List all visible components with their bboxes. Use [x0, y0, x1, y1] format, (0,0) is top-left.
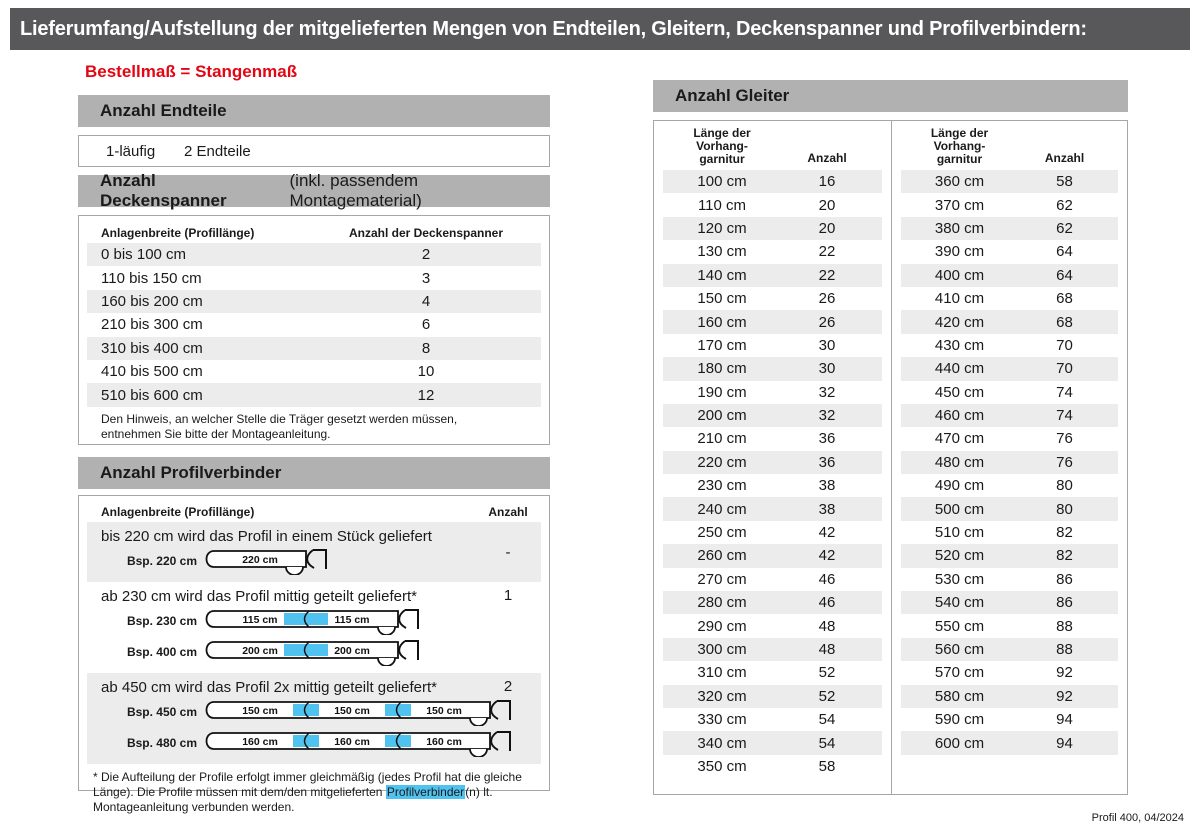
rule-text: bis 220 cm wird das Profil in einem Stück geliefert — [101, 528, 432, 545]
table-row — [87, 360, 541, 383]
table-row — [663, 731, 882, 754]
svg-text:150 cm: 150 cm — [426, 705, 462, 717]
diagram-label: Bsp. 220 cm — [126, 554, 197, 568]
gleiter-length: 560 cm — [934, 641, 985, 658]
gleiter-count: 62 — [1056, 219, 1073, 237]
table-row — [663, 591, 882, 614]
column-header-anzahl: Anzahl — [488, 505, 528, 519]
gleiter-count: 20 — [818, 196, 836, 214]
gleiter-length: 300 cm — [697, 641, 747, 658]
gleiter-length: 470 cm — [934, 430, 985, 448]
gleiter-length: 150 cm — [697, 290, 747, 308]
profilverbinder-table — [78, 495, 550, 814]
section-header-endteile — [78, 95, 550, 127]
gleiter-length: 340 cm — [697, 734, 747, 752]
gleiter-count: 58 — [818, 757, 836, 775]
gleiter-count: 70 — [1056, 360, 1073, 378]
gleiter-length: 140 cm — [697, 266, 747, 284]
svg-text:150 cm: 150 cm — [242, 705, 278, 717]
table-row — [663, 310, 882, 333]
table-row — [663, 755, 882, 778]
table-row — [663, 170, 882, 193]
section-title: Anzahl Endteile — [100, 101, 227, 120]
table-row — [901, 193, 1119, 216]
gleiter-count: 54 — [818, 734, 836, 752]
table-row — [901, 264, 1119, 287]
anzahl-value: 8 — [421, 339, 431, 357]
anzahl-value: 4 — [421, 292, 431, 310]
table-row — [87, 313, 541, 336]
table-row — [901, 661, 1119, 684]
gleiter-count: 74 — [1056, 407, 1073, 425]
gleiter-length: 400 cm — [934, 266, 985, 284]
gleiter-length: 590 cm — [934, 711, 985, 729]
gleiter-length: 270 cm — [697, 570, 747, 588]
svg-text:160 cm: 160 cm — [334, 736, 370, 748]
gleiter-count: 92 — [1056, 687, 1073, 705]
gleiter-count: 86 — [1056, 570, 1073, 588]
gleiter-count: 16 — [818, 173, 836, 191]
gleiter-count: 76 — [1056, 430, 1073, 448]
title-bar — [10, 8, 1190, 50]
gleiter-length: 350 cm — [697, 757, 747, 775]
gleiter-length: 500 cm — [934, 500, 985, 518]
svg-text:160 cm: 160 cm — [426, 736, 462, 748]
gleiter-length: 170 cm — [697, 336, 747, 354]
table-row — [901, 685, 1119, 708]
table-row — [901, 568, 1119, 591]
gleiter-length: 280 cm — [697, 594, 747, 612]
gleiter-length: 390 cm — [934, 243, 985, 261]
table-row — [901, 217, 1119, 240]
table-row — [901, 404, 1119, 427]
gleiter-count: 52 — [818, 664, 836, 682]
table-row — [901, 474, 1119, 497]
gleiter-length: 510 cm — [934, 524, 985, 542]
table-row — [901, 544, 1119, 567]
diagram-group — [101, 607, 541, 666]
profile-diagram-svg — [202, 729, 516, 757]
gleiter-length: 490 cm — [934, 477, 985, 495]
profile-diagram-svg — [202, 547, 332, 575]
gleiter-count: 80 — [1056, 500, 1073, 518]
gleiter-length: 240 cm — [697, 500, 747, 518]
gleiter-subtable-right — [891, 121, 1128, 794]
table-row — [663, 381, 882, 404]
svg-text:115 cm: 115 cm — [334, 614, 370, 626]
profile-diagram — [101, 729, 541, 757]
table-row — [87, 266, 541, 289]
anlagenbreite-value: 110 bis 150 cm — [101, 269, 202, 287]
table-row — [87, 243, 541, 266]
gleiter-count: 22 — [818, 243, 836, 261]
table-row — [663, 193, 882, 216]
profile-diagram-svg — [202, 638, 424, 666]
gleiter-count: 58 — [1056, 173, 1073, 191]
gleiter-count: 52 — [818, 687, 836, 705]
gleiter-length: 230 cm — [697, 477, 747, 495]
section-subtitle: (inkl. passendem Montagematerial) — [289, 171, 422, 210]
order-measure-note: Bestellmaß = Stangenmaß — [85, 62, 298, 81]
table-row — [901, 427, 1119, 450]
deckenspanner-note: Den Hinweis, an welcher Stelle die Träger gesetzt werden müssen, entnehmen Sie bitte der Montageanleitung. — [101, 411, 458, 441]
table-row — [663, 404, 882, 427]
table-row — [901, 614, 1119, 637]
gleiter-length: 100 cm — [697, 173, 747, 191]
gleiter-count: 68 — [1056, 290, 1073, 308]
section-header-profilverbinder — [78, 457, 550, 489]
column-header-laenge — [663, 127, 781, 166]
gleiter-count: 64 — [1056, 243, 1073, 261]
table-row — [663, 544, 882, 567]
table-row — [663, 427, 882, 450]
table-row — [663, 287, 882, 310]
gleiter-length: 310 cm — [697, 664, 747, 682]
header-line: Vorhang- — [696, 139, 748, 153]
anlagenbreite-value: 410 bis 500 cm — [101, 363, 203, 381]
endteile-type: 1-läufig — [106, 142, 156, 160]
table-row — [901, 334, 1119, 357]
gleiter-length: 430 cm — [934, 336, 985, 354]
table-header-row — [663, 127, 882, 166]
table-row — [87, 290, 541, 313]
gleiter-length: 110 cm — [697, 196, 747, 214]
anzahl-value: 10 — [417, 363, 435, 381]
gleiter-count: 30 — [818, 336, 836, 354]
gleiter-count: 68 — [1056, 313, 1073, 331]
anzahl-value: 12 — [417, 386, 435, 404]
gleiter-length: 380 cm — [934, 219, 985, 237]
profile-diagram — [101, 638, 541, 666]
anzahl-value: 2 — [421, 246, 431, 264]
table-row — [79, 136, 549, 166]
page-title: Lieferumfang/Aufstellung der mitgelieferten Mengen von Endteilen, Gleitern, Deckenspanner und Profilverbindern: — [20, 17, 1087, 40]
table-row — [901, 381, 1119, 404]
svg-text:115 cm: 115 cm — [242, 614, 278, 626]
gleiter-count: 88 — [1056, 641, 1073, 658]
table-row — [663, 334, 882, 357]
table-row — [663, 614, 882, 637]
gleiter-count: 30 — [818, 360, 836, 378]
gleiter-count: 26 — [818, 290, 836, 308]
column-header-anzahl: Anzahl der Deckenspanner — [348, 226, 504, 240]
table-row — [87, 383, 541, 406]
gleiter-count: 20 — [818, 219, 836, 237]
column-header-anlagenbreite: Anlagenbreite (Profillänge) — [101, 505, 255, 519]
footnote-highlight: Profilverbinder — [386, 785, 465, 799]
gleiter-count: 94 — [1056, 711, 1073, 729]
gleiter-count: 94 — [1056, 734, 1073, 752]
anlagenbreite-value: 210 bis 300 cm — [101, 316, 203, 334]
header-line: garnitur — [699, 152, 745, 166]
gleiter-table — [653, 120, 1128, 795]
gleiter-count: 32 — [818, 383, 836, 401]
rule-text: ab 450 cm wird das Profil 2x mittig geteilt geliefert* — [101, 679, 437, 696]
section-title: Anzahl Gleiter — [675, 86, 790, 105]
section-title: Anzahl Deckenspanner — [100, 171, 227, 210]
gleiter-count: 76 — [1056, 453, 1073, 471]
table-row — [87, 522, 541, 582]
gleiter-count: 36 — [818, 453, 836, 471]
diagram-label: Bsp. 450 cm — [126, 705, 197, 719]
gleiter-count: 42 — [818, 547, 836, 565]
gleiter-length: 480 cm — [934, 453, 985, 471]
column-header-anzahl: Anzahl — [1044, 151, 1085, 165]
gleiter-length: 550 cm — [934, 617, 985, 635]
diagram-group — [101, 547, 541, 575]
gleiter-count: 48 — [818, 617, 836, 635]
svg-text:200 cm: 200 cm — [334, 645, 370, 657]
gleiter-count: 54 — [818, 711, 836, 729]
profile-diagram — [101, 698, 541, 726]
gleiter-count: 46 — [818, 570, 836, 588]
gleiter-length: 250 cm — [697, 524, 747, 542]
document-version: Profil 400, 04/2024 — [1091, 812, 1184, 824]
gleiter-length: 160 cm — [697, 313, 747, 331]
gleiter-count: 22 — [818, 266, 836, 284]
gleiter-length: 130 cm — [697, 243, 747, 261]
footnote-text: (n) lt. Montageanleitung verbunden werden. — [93, 785, 493, 814]
profile-diagram-svg — [202, 607, 424, 635]
rule-text: ab 230 cm wird das Profil mittig geteilt geliefert* — [101, 588, 417, 605]
gleiter-count: 48 — [818, 641, 836, 658]
table-row — [663, 638, 882, 661]
gleiter-length: 210 cm — [697, 430, 747, 448]
gleiter-count: 86 — [1056, 594, 1073, 612]
header-line: garnitur — [936, 152, 983, 166]
gleiter-length: 450 cm — [934, 383, 985, 401]
table-row — [663, 357, 882, 380]
gleiter-count: 82 — [1056, 547, 1073, 565]
table-header-row — [87, 223, 541, 243]
endteile-count: 2 Endteile — [184, 142, 251, 160]
diagram-label: Bsp. 400 cm — [126, 645, 197, 659]
gleiter-length: 410 cm — [934, 290, 985, 308]
column-header-laenge — [901, 127, 1019, 166]
table-header-row — [87, 505, 541, 522]
gleiter-length: 420 cm — [934, 313, 985, 331]
gleiter-count: 64 — [1056, 266, 1073, 284]
gleiter-count: 36 — [818, 430, 836, 448]
gleiter-count: 38 — [818, 500, 836, 518]
gleiter-length: 200 cm — [697, 407, 747, 425]
deckenspanner-table — [78, 215, 550, 445]
table-row — [901, 521, 1119, 544]
gleiter-length: 360 cm — [934, 173, 985, 191]
gleiter-length: 440 cm — [934, 360, 985, 378]
table-row — [663, 661, 882, 684]
gleiter-count: 70 — [1056, 336, 1073, 354]
anlagenbreite-value: 310 bis 400 cm — [101, 339, 203, 357]
anzahl-value: 6 — [421, 316, 431, 334]
table-row — [901, 240, 1119, 263]
table-row — [87, 582, 541, 673]
table-row — [901, 451, 1119, 474]
header-line: Länge der — [693, 126, 751, 140]
table-row — [901, 591, 1119, 614]
profile-diagram-svg — [202, 698, 516, 726]
table-row — [901, 731, 1119, 754]
table-row — [87, 673, 541, 764]
section-header-gleiter — [653, 80, 1128, 112]
gleiter-subtable-left — [654, 121, 891, 794]
header-line: Vorhang- — [933, 139, 986, 153]
diagram-label: Bsp. 230 cm — [126, 614, 197, 628]
gleiter-count: 32 — [818, 407, 836, 425]
anlagenbreite-value: 0 bis 100 cm — [101, 246, 187, 264]
gleiter-count: 92 — [1056, 664, 1073, 682]
footnote-text: * Die Aufteilung der Profile erfolgt immer gleichmäßig (jedes Profil hat die gleiche Länge). Die Profile müssen mit dem/den mitgelieferten — [93, 770, 522, 799]
svg-text:200 cm: 200 cm — [242, 645, 278, 657]
gleiter-length: 570 cm — [934, 664, 985, 682]
table-row — [663, 568, 882, 591]
table-row — [901, 708, 1119, 731]
gleiter-length: 260 cm — [697, 547, 747, 565]
gleiter-count: 42 — [818, 524, 836, 542]
profile-diagram — [101, 547, 541, 575]
svg-text:220 cm: 220 cm — [242, 554, 278, 566]
table-row — [663, 708, 882, 731]
anzahl-value: 3 — [421, 269, 431, 287]
svg-text:160 cm: 160 cm — [242, 736, 278, 748]
anzahl-value: - — [505, 544, 511, 561]
section-header-deckenspanner — [78, 171, 550, 210]
anlagenbreite-value: 510 bis 600 cm — [101, 386, 203, 404]
gleiter-count: 38 — [818, 477, 836, 495]
table-row — [663, 474, 882, 497]
diagram-group — [101, 698, 541, 757]
anzahl-value: 1 — [503, 587, 513, 604]
profile-diagram — [101, 607, 541, 635]
section-title: Anzahl Profilverbinder — [100, 463, 282, 482]
gleiter-count: 88 — [1056, 617, 1073, 635]
gleiter-length: 460 cm — [934, 407, 985, 425]
table-row — [663, 264, 882, 287]
table-row — [901, 310, 1119, 333]
table-row — [901, 357, 1119, 380]
gleiter-length: 220 cm — [697, 453, 747, 471]
gleiter-length: 290 cm — [697, 617, 747, 635]
profilverbinder-footnote — [93, 770, 529, 815]
gleiter-length: 330 cm — [697, 711, 747, 729]
table-row — [901, 497, 1119, 520]
gleiter-length: 540 cm — [934, 594, 985, 612]
gleiter-length: 520 cm — [934, 547, 985, 565]
table-row — [663, 521, 882, 544]
table-row — [663, 217, 882, 240]
gleiter-length: 190 cm — [697, 383, 747, 401]
table-row — [663, 451, 882, 474]
gleiter-length: 370 cm — [934, 196, 985, 214]
gleiter-length: 580 cm — [934, 687, 985, 705]
gleiter-count: 74 — [1056, 383, 1073, 401]
table-row — [901, 638, 1119, 661]
column-header-anzahl: Anzahl — [807, 151, 847, 165]
gleiter-count: 46 — [818, 594, 836, 612]
table-row — [901, 170, 1119, 193]
gleiter-count: 80 — [1056, 477, 1073, 495]
table-row — [663, 497, 882, 520]
endteile-table — [78, 135, 550, 167]
gleiter-length: 600 cm — [934, 734, 985, 752]
table-row — [87, 337, 541, 360]
gleiter-length: 120 cm — [697, 219, 747, 237]
gleiter-length: 530 cm — [934, 570, 985, 588]
anlagenbreite-value: 160 bis 200 cm — [101, 292, 203, 310]
table-row — [663, 240, 882, 263]
table-row — [663, 685, 882, 708]
gleiter-count: 26 — [818, 313, 836, 331]
gleiter-count: 82 — [1056, 524, 1073, 542]
diagram-label: Bsp. 480 cm — [126, 736, 197, 750]
gleiter-count: 62 — [1056, 196, 1073, 214]
gleiter-length: 180 cm — [697, 360, 747, 378]
table-header-row — [901, 127, 1119, 166]
column-header-anlagenbreite: Anlagenbreite (Profillänge) — [101, 226, 255, 240]
svg-text:150 cm: 150 cm — [334, 705, 370, 717]
header-line: Länge der — [930, 126, 989, 140]
anzahl-value: 2 — [503, 678, 513, 695]
gleiter-length: 320 cm — [697, 687, 747, 705]
table-row — [901, 287, 1119, 310]
